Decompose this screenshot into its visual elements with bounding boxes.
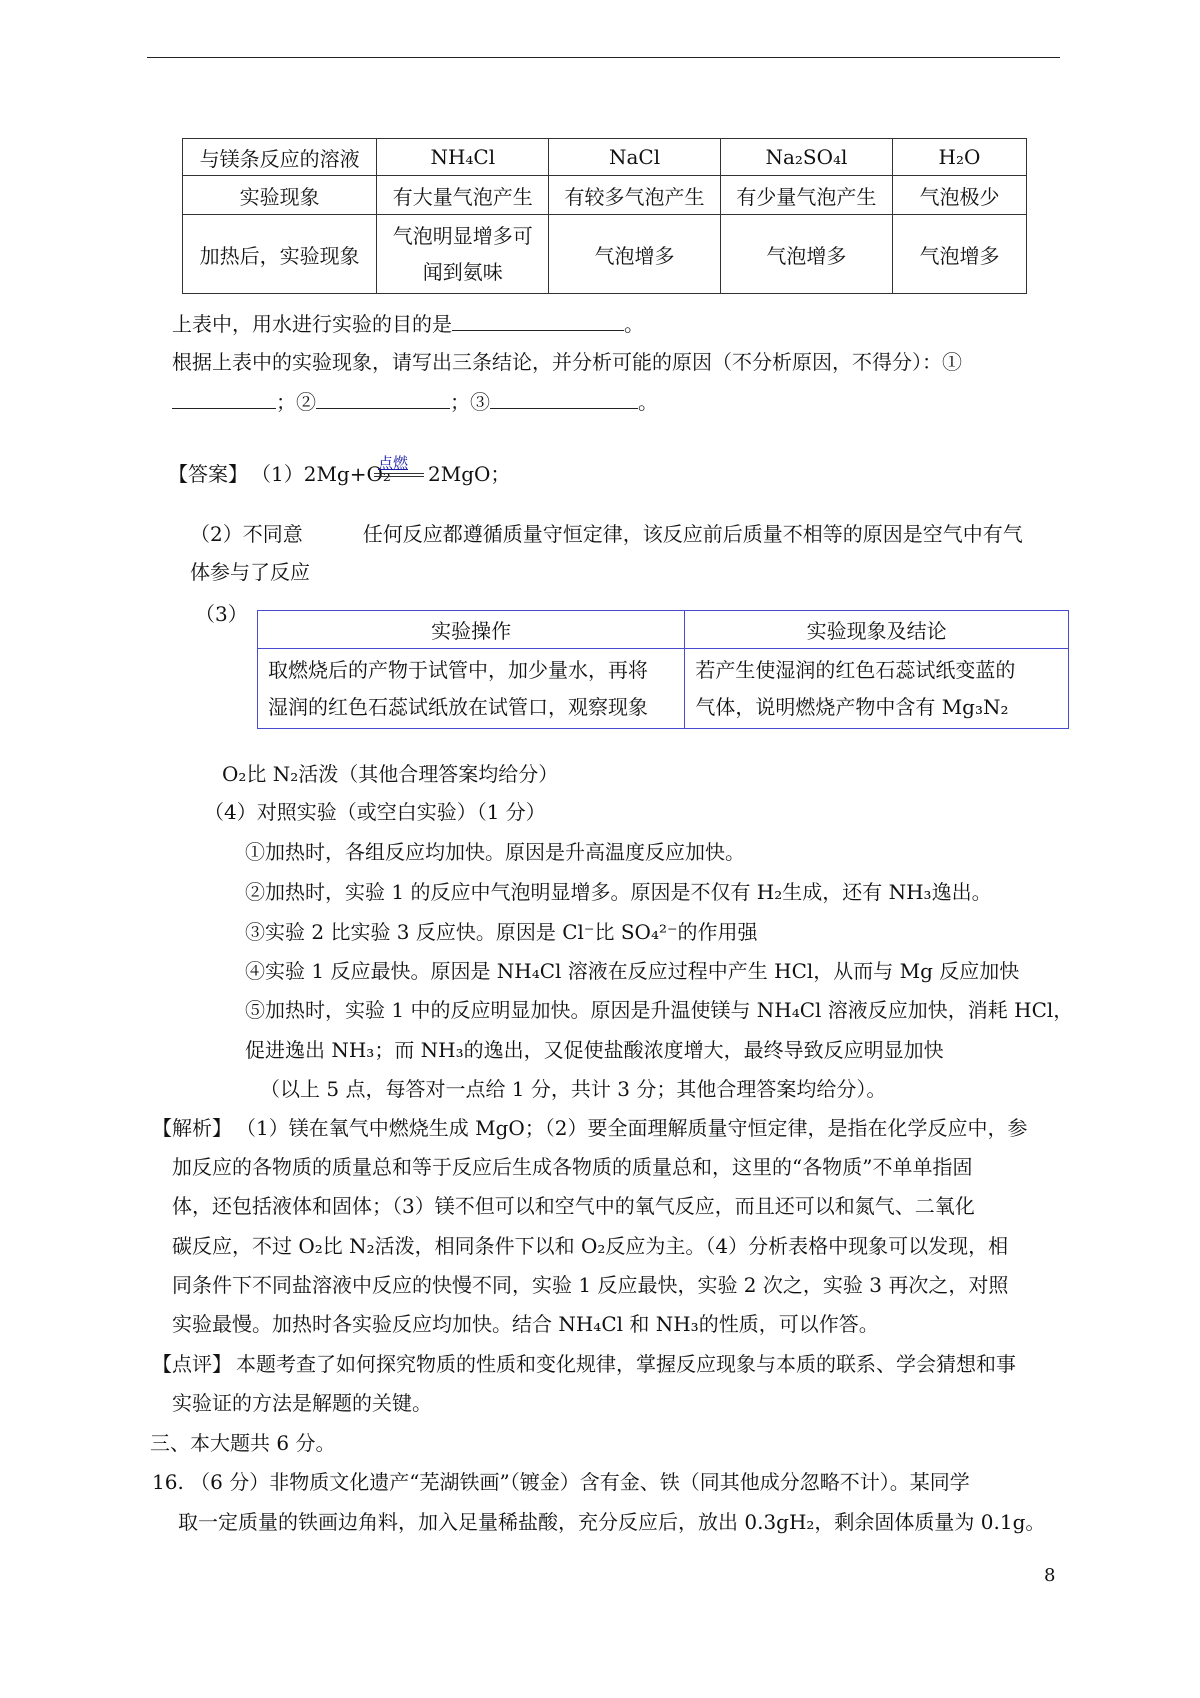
page-number: 8: [1044, 1565, 1056, 1586]
cell-line: 湿润的红色石蕊试纸放在试管口，观察现象: [268, 694, 648, 719]
answer-part3-label: （3）: [195, 602, 248, 626]
analysis-line: 体，还包括液体和固体；（3）镁不但可以和空气中的氧气反应，而且还可以和氮气、二氧化: [172, 1194, 975, 1218]
table-cell: 与镁条反应的溶液: [183, 139, 377, 176]
table-row: [183, 139, 1027, 176]
question-separator: ；③: [450, 390, 490, 414]
table-row: [258, 611, 1069, 649]
table-cell: [377, 215, 549, 294]
analysis-label: 【解析】: [152, 1116, 232, 1140]
question-separator: ；②: [276, 390, 316, 414]
question-conclusion-line2: [172, 390, 658, 414]
table-row: [258, 649, 1069, 729]
cell-line: 取燃烧后的产物于试管中，加少量水，再将: [268, 657, 648, 682]
table-cell: NH₄Cl: [377, 139, 549, 176]
analysis-line: （1）镁在氧气中燃烧生成 MgO；（2）要全面理解质量守恒定律，是指在化学反应中，参: [236, 1116, 1028, 1140]
table-cell: 实验现象及结论: [685, 611, 1069, 649]
table-cell: Na₂SO₄l: [720, 139, 892, 176]
analysis-line: 加反应的各物质的质量总和等于反应后生成各物质的质量总和，这里的“各物质”不单单指固: [172, 1155, 973, 1179]
cell-line: 气泡明显增多可: [392, 224, 533, 248]
o2-note: O₂比 N₂活泼（其他合理答案均给分）: [222, 762, 559, 786]
question-text: 上表中，用水进行实验的目的是: [172, 312, 452, 336]
answer-item: 促进逸出 NH₃；而 NH₃的逸出，又促使盐酸浓度增大，最终导致反应明显加快: [245, 1038, 944, 1062]
analysis-line: 实验最慢。加热时各实验反应均加快。结合 NH₄Cl 和 NH₃的性质，可以作答。: [172, 1312, 879, 1336]
table-cell: 有大量气泡产生: [377, 176, 549, 215]
question-end: 。: [624, 312, 644, 336]
section-heading: 三、本大题共 6 分。: [150, 1431, 336, 1455]
answer-blank: [172, 392, 276, 409]
cell-line: 闻到氨味: [422, 260, 503, 284]
table-cell: [258, 649, 685, 729]
table-cell: 实验现象: [183, 176, 377, 215]
question-end: 。: [638, 390, 658, 414]
reaction-condition: 点燃: [378, 454, 409, 472]
answer-part1-product: 2MgO；: [428, 462, 511, 486]
cell-line: 若产生使湿润的红色石蕊试纸变蓝的: [695, 657, 1016, 682]
comment-line: 实验证的方法是解题的关键。: [172, 1391, 432, 1415]
table-cell: 加热后，实验现象: [183, 215, 377, 294]
answer-part4-title: （4）对照实验（或空白实验）（1 分）: [204, 800, 546, 824]
question-16-line1: 16. （6 分）非物质文化遗产“芜湖铁画”（镀金）含有金、铁（同其他成分忽略不计）。某同学: [152, 1470, 970, 1494]
header-rule: [147, 57, 1060, 58]
table-cell: H₂O: [892, 139, 1026, 176]
answer-item: ③实验 2 比实验 3 反应快。原因是 Cl⁻比 SO₄²⁻的作用强: [245, 920, 758, 944]
answer-item: ②加热时，实验 1 的反应中气泡明显增多。原因是不仅有 H₂生成，还有 NH₃逸出。: [245, 880, 992, 904]
equals-sign: [374, 473, 424, 477]
analysis-line: 同条件下不同盐溶液中反应的快慢不同，实验 1 反应最快，实验 2 次之，实验 3 再次之，对照: [172, 1273, 1009, 1297]
question-conclusion-line1: 根据上表中的实验现象，请写出三条结论，并分析可能的原因（不分析原因，不得分）：①: [172, 350, 962, 374]
comment-label: 【点评】: [152, 1352, 232, 1376]
comment-line: 本题考查了如何探究物质的性质和变化规律，掌握反应现象与本质的联系、学会猜想和事: [236, 1352, 1016, 1376]
table-cell: 实验操作: [258, 611, 685, 649]
question-16-line2: 取一定质量的铁画边角料，加入足量稀盐酸，充分反应后，放出 0.3gH₂，剩余固体质量为 0.1g。: [178, 1510, 1046, 1534]
table-cell: NaCl: [549, 139, 721, 176]
answer-blank: [452, 314, 624, 331]
table-cell: 有少量气泡产生: [720, 176, 892, 215]
answer-blank: [316, 392, 450, 409]
answer-item: （以上 5 点，每答对一点给 1 分，共计 3 分；其他合理答案均给分）。: [260, 1077, 887, 1101]
table-row: [183, 176, 1027, 215]
cell-line: 气体，说明燃烧产物中含有 Mg₃N₂: [695, 694, 1009, 719]
answer-blank: [490, 392, 638, 409]
answer-part1: （1）2Mg+O₂: [251, 462, 391, 486]
analysis-line: 碳反应，不过 O₂比 N₂活泼，相同条件下以和 O₂反应为主。（4）分析表格中现象可以发现，相: [172, 1234, 1009, 1258]
table-cell: 气泡增多: [549, 215, 721, 294]
table-cell: 气泡极少: [892, 176, 1026, 215]
table-cell: [685, 649, 1069, 729]
answer-part2-line2: 体参与了反应: [190, 560, 310, 584]
answer-part2-line1: （2）不同意 任何反应都遵循质量守恒定律，该反应前后质量不相等的原因是空气中有气: [190, 522, 1023, 546]
table-cell: 有较多气泡产生: [549, 176, 721, 215]
table-row: [183, 215, 1027, 294]
answer-item: ①加热时，各组反应均加快。原因是升高温度反应加快。: [245, 840, 745, 864]
question-water-purpose: [172, 312, 644, 336]
answer-item: ⑤加热时，实验 1 中的反应明显加快。原因是升温使镁与 NH₄Cl 溶液反应加快，消耗 HCl，: [245, 998, 1074, 1022]
reaction-table: [182, 138, 1027, 294]
answer-item: ④实验 1 反应最快。原因是 NH₄Cl 溶液在反应过程中产生 HCl，从而与 Mg 反应加快: [245, 959, 1020, 983]
table-cell: 气泡增多: [892, 215, 1026, 294]
experiment-table: [257, 610, 1069, 729]
answer-label: 【答案】: [168, 462, 248, 486]
table-cell: 气泡增多: [720, 215, 892, 294]
